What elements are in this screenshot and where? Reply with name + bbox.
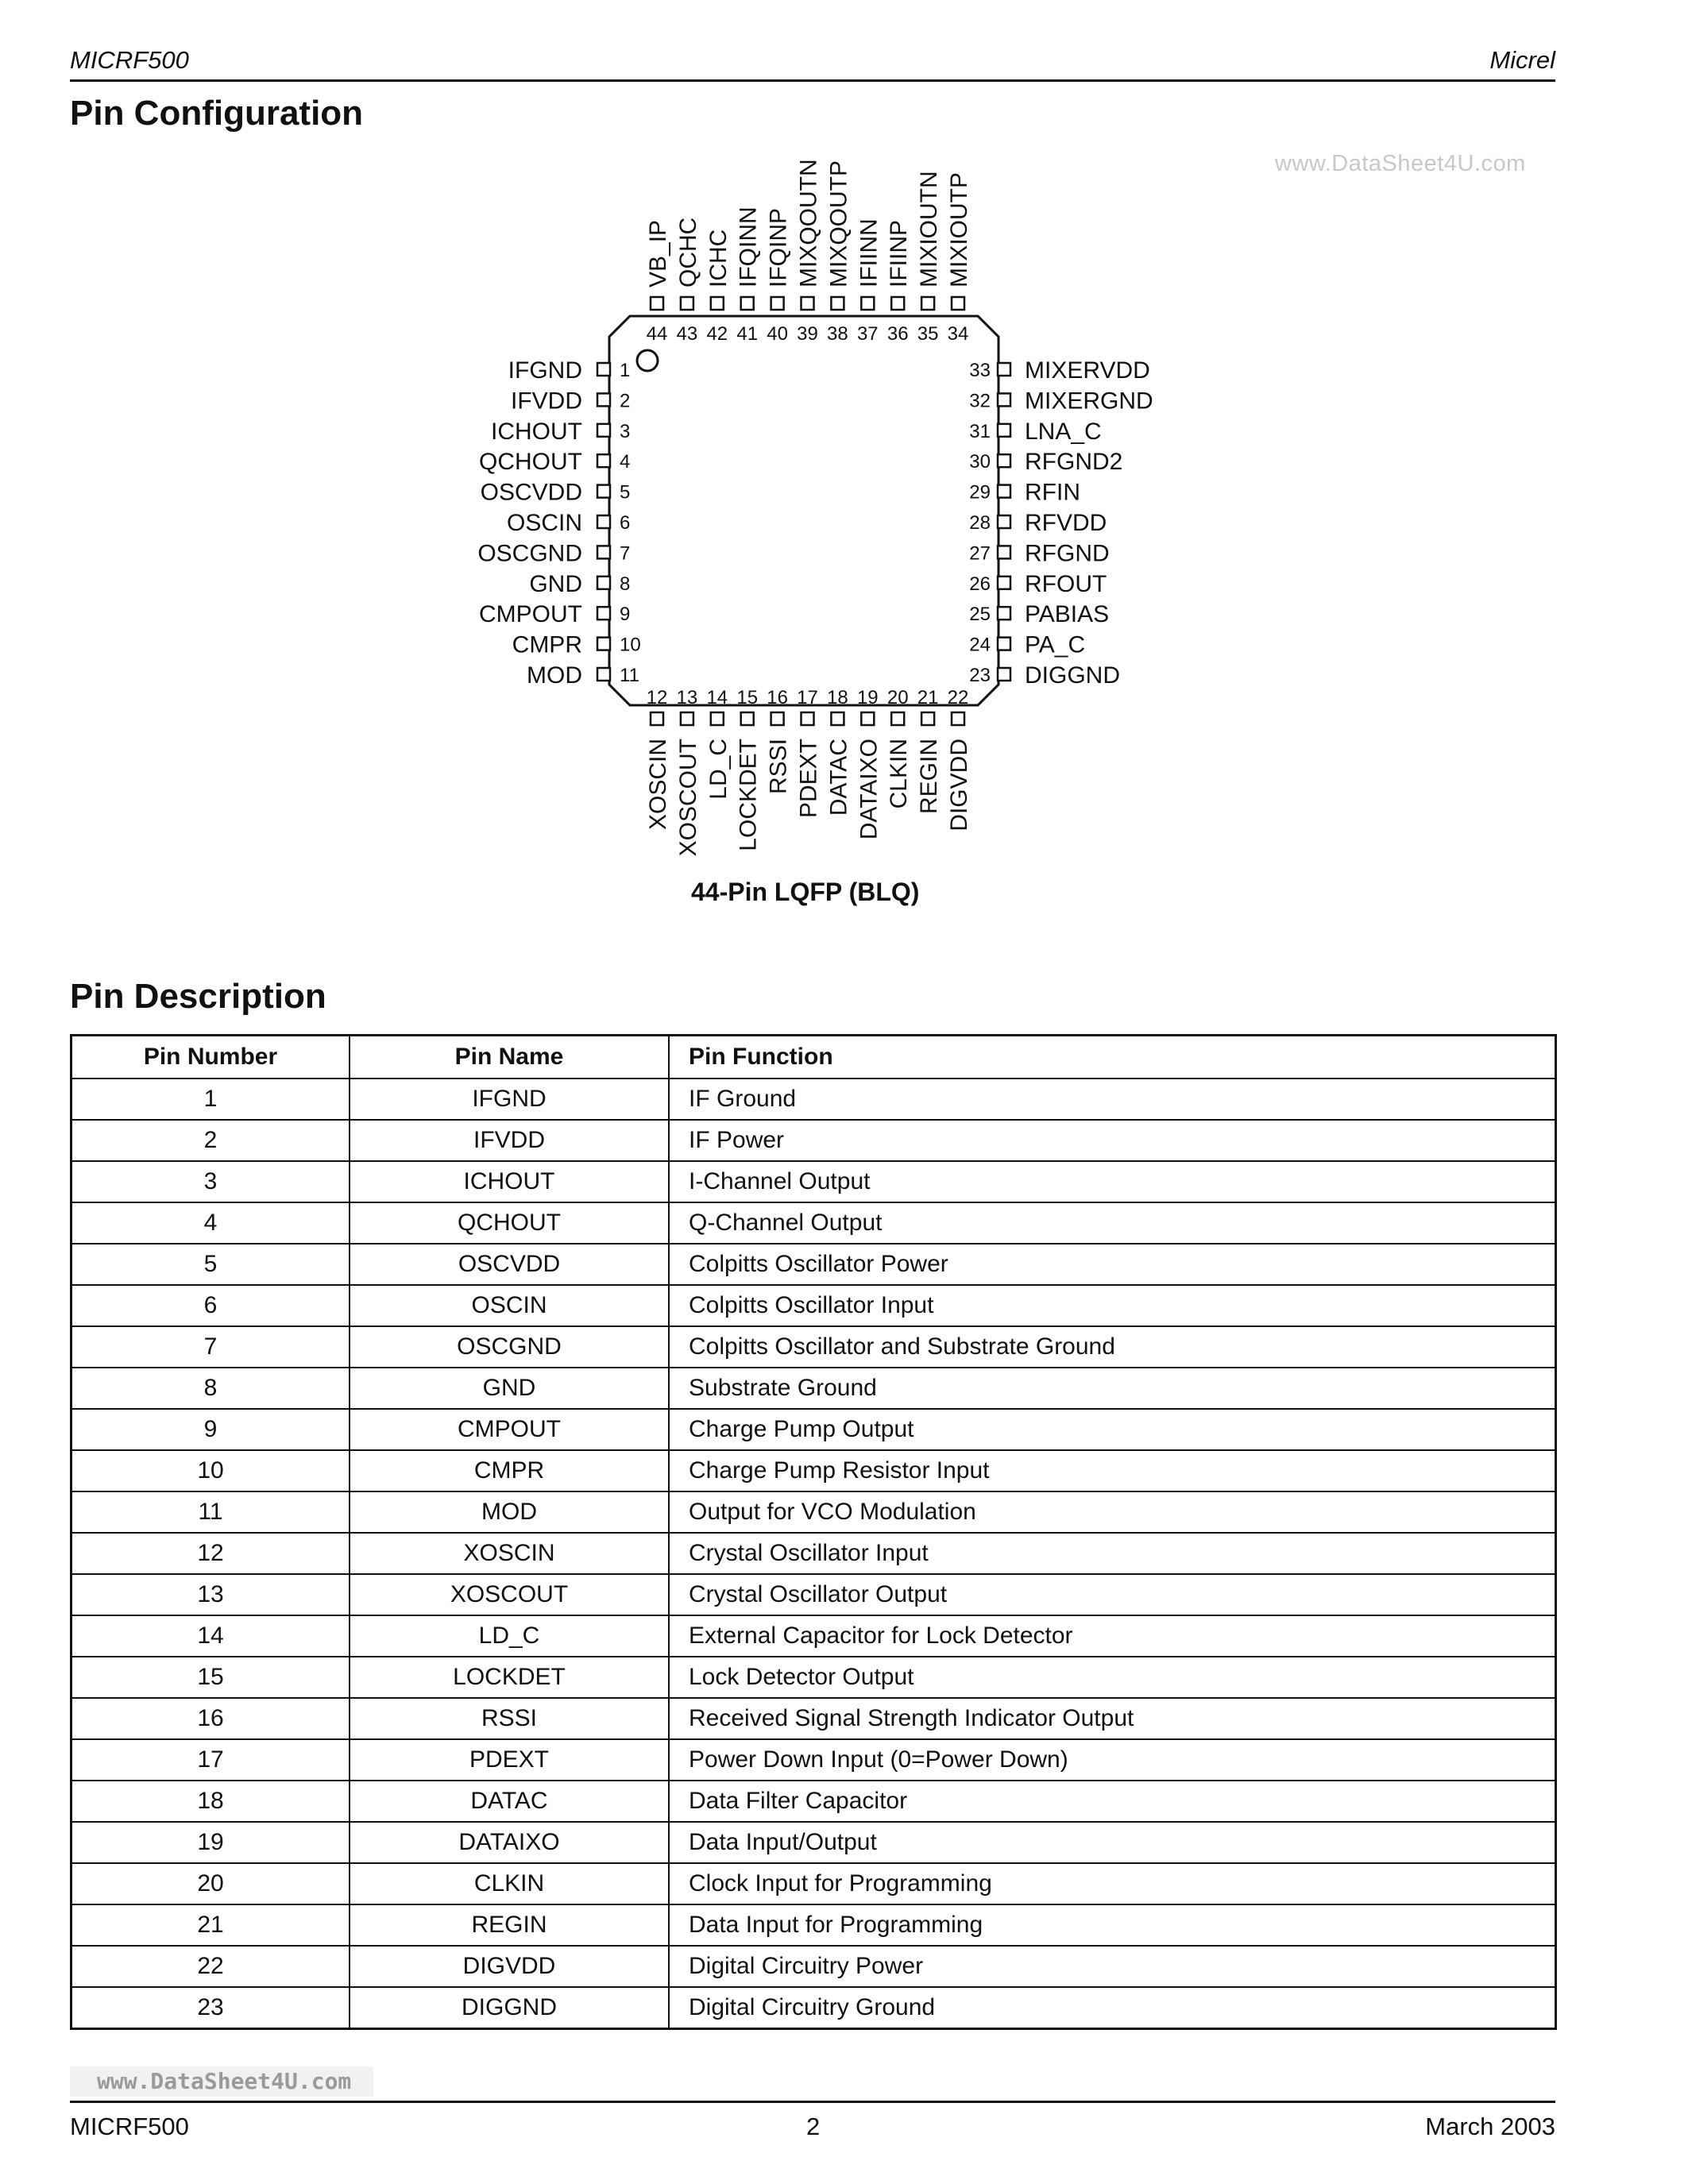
pin-function-cell: Clock Input for Programming [669, 1863, 1556, 1904]
pin-number: 38 [827, 323, 848, 345]
table-row [71, 1781, 1556, 1822]
table-row [71, 1739, 1556, 1781]
pin-number: 7 [620, 542, 631, 565]
pin-name-cell: XOSCOUT [350, 1574, 669, 1615]
pin-number-cell: 19 [71, 1822, 350, 1863]
pin-name-cell: OSCVDD [350, 1244, 669, 1285]
pin-label: IFIINN [856, 218, 883, 287]
pin-name-cell: OSCIN [350, 1285, 669, 1326]
pin-number: 40 [767, 323, 788, 345]
pin-name-cell: XOSCIN [350, 1533, 669, 1574]
footer-date: March 2003 [1425, 2113, 1555, 2140]
watermark-top: www.DataSheet4U.com [1275, 151, 1526, 176]
pin-function-cell: Charge Pump Resistor Input [669, 1450, 1556, 1491]
pin-number: 18 [827, 687, 848, 708]
pin-number-cell: 8 [71, 1368, 350, 1409]
pin-pad [861, 297, 874, 310]
pin-label: CMPOUT [479, 601, 582, 628]
pin-number: 14 [706, 687, 728, 708]
pin-function-cell: Crystal Oscillator Output [669, 1574, 1556, 1615]
pin-function-cell: External Capacitor for Lock Detector [669, 1615, 1556, 1657]
pin-number: 35 [917, 323, 939, 345]
table-row [71, 1202, 1556, 1244]
pin-function-cell: IF Power [669, 1120, 1556, 1161]
pin-name-cell: PDEXT [350, 1739, 669, 1781]
header-company: Micrel [1489, 46, 1555, 74]
pin-label: XOSCOUT [674, 739, 701, 857]
pin-number: 13 [676, 687, 698, 708]
pin-number-cell: 9 [71, 1409, 350, 1450]
pin-pad [802, 712, 814, 725]
pin-name-cell: ICHOUT [350, 1161, 669, 1202]
pin-function-cell: Digital Circuitry Ground [669, 1987, 1556, 2029]
pin-name-cell: QCHOUT [350, 1202, 669, 1244]
pin-label: MIXIOUTN [916, 171, 943, 287]
pin-pad [597, 393, 610, 406]
pin-label: MIXQOUTN [795, 159, 822, 287]
table-row [71, 1533, 1556, 1574]
pin-number-cell: 22 [71, 1946, 350, 1987]
table-row [71, 1450, 1556, 1491]
pin-number: 37 [856, 323, 879, 345]
pin-pad [597, 424, 610, 437]
pin-name-cell: RSSI [350, 1698, 669, 1739]
pin-label: PA_C [1025, 631, 1086, 658]
pin-number: 5 [620, 481, 631, 504]
pin-number-cell: 23 [71, 1987, 350, 2029]
pin-label: LD_C [705, 739, 732, 800]
pin-number-cell: 16 [71, 1698, 350, 1739]
pin-pad [831, 712, 844, 725]
header-pin-name: Pin Name [350, 1036, 669, 1079]
table-row [71, 1657, 1556, 1698]
pin-function-cell: Data Filter Capacitor [669, 1781, 1556, 1822]
pin-name-cell: LD_C [350, 1615, 669, 1657]
table-row [71, 1368, 1556, 1409]
pin-pad [741, 712, 754, 725]
pin-name-cell: DATAC [350, 1781, 669, 1822]
pin-number: 31 [969, 420, 991, 442]
header-part-number: MICRF500 [70, 46, 189, 74]
pin-function-cell: Lock Detector Output [669, 1657, 1556, 1698]
pin-number: 29 [969, 481, 991, 504]
pin-number-cell: 15 [71, 1657, 350, 1698]
pin-number: 1 [620, 360, 631, 381]
table-header-row [71, 1036, 1556, 1079]
pin-number: 32 [969, 390, 991, 412]
pin-pad [802, 297, 814, 310]
pin-number-cell: 14 [71, 1615, 350, 1657]
pin-number: 23 [969, 665, 991, 686]
pin-label: OSCVDD [480, 479, 582, 506]
pin-label: RFGND [1025, 540, 1110, 567]
pin-label: CMPR [512, 631, 582, 658]
pin-number: 44 [646, 323, 668, 345]
pin-function-cell: Digital Circuitry Power [669, 1946, 1556, 1987]
pin-label: IFQINN [735, 206, 762, 287]
pin-function-cell: Charge Pump Output [669, 1409, 1556, 1450]
pin-name-cell: IFGND [350, 1078, 669, 1120]
pin-label: RFVDD [1025, 510, 1107, 536]
pin-number-cell: 3 [71, 1161, 350, 1202]
pin-function-cell: Colpitts Oscillator Input [669, 1285, 1556, 1326]
pin-number-cell: 11 [71, 1491, 350, 1533]
pin-number: 10 [620, 634, 641, 656]
table-row [71, 1904, 1556, 1946]
pin-name-cell: DIGVDD [350, 1946, 669, 1987]
pin-label: GND [529, 570, 582, 597]
pin-number: 20 [886, 687, 909, 708]
pin-label: LOCKDET [735, 739, 762, 851]
table-row [71, 1244, 1556, 1285]
pin-label: DATAC [825, 739, 852, 816]
pin-number: 3 [620, 420, 631, 442]
pin-description-table [70, 1034, 1557, 2030]
header-pin-number: Pin Number [71, 1036, 350, 1079]
pin-function-cell: Data Input for Programming [669, 1904, 1556, 1946]
pin-label: MIXQOUTP [825, 160, 852, 287]
pin-number: 9 [620, 604, 631, 626]
pin-label: RFOUT [1025, 570, 1107, 597]
pin-number: 12 [646, 687, 668, 708]
pin-label: OSCIN [506, 510, 582, 536]
pin-label: IFVDD [511, 388, 582, 415]
table-row [71, 1946, 1556, 1987]
pin-number: 17 [797, 687, 818, 708]
pin-label: DIGGND [1025, 662, 1120, 689]
pin-number: 41 [736, 323, 759, 345]
pin-number: 16 [767, 687, 788, 708]
pin-number: 30 [969, 451, 991, 473]
table-row [71, 1285, 1556, 1326]
pin-number-cell: 21 [71, 1904, 350, 1946]
pin-pad [998, 638, 1010, 650]
pin-label: VB_IP [645, 219, 671, 287]
pin-pad [651, 297, 663, 310]
pin-pad [952, 297, 964, 310]
pin-label: MIXERGND [1025, 388, 1153, 415]
pin-number: 4 [620, 451, 631, 473]
pin-pad [681, 297, 693, 310]
pin-number: 24 [969, 634, 991, 656]
pin-name-cell: IFVDD [350, 1120, 669, 1161]
pin-configuration-title: Pin Configuration [70, 94, 364, 133]
pin-pad [998, 577, 1010, 589]
table-row [71, 1120, 1556, 1161]
pin-number-cell: 18 [71, 1781, 350, 1822]
pin-pad [597, 485, 610, 498]
table-row [71, 1987, 1556, 2029]
pin-function-cell: Output for VCO Modulation [669, 1491, 1556, 1533]
pin-name-cell: MOD [350, 1491, 669, 1533]
pin-diagram [0, 0, 1688, 921]
package-caption: 44-Pin LQFP (BLQ) [691, 878, 920, 906]
pin-number: 15 [736, 687, 759, 708]
pin-number: 21 [917, 687, 939, 708]
pin-pad [597, 607, 610, 619]
pin-pad [597, 668, 610, 681]
pin-pad [998, 668, 1010, 681]
pin-function-cell: Received Signal Strength Indicator Output [669, 1698, 1556, 1739]
pin-function-cell: Q-Channel Output [669, 1202, 1556, 1244]
pin-name-cell: OSCGND [350, 1326, 669, 1368]
pin-label: XOSCIN [645, 739, 671, 831]
pin-function-cell: I-Channel Output [669, 1161, 1556, 1202]
pin-number-cell: 5 [71, 1244, 350, 1285]
pin-label: REGIN [916, 739, 943, 815]
table-row [71, 1574, 1556, 1615]
pin-name-cell: DATAIXO [350, 1822, 669, 1863]
pin-pad [711, 297, 724, 310]
pin-number-cell: 20 [71, 1863, 350, 1904]
pin-pad [831, 297, 844, 310]
pin-pad [891, 297, 904, 310]
pin-name-cell: CMPR [350, 1450, 669, 1491]
pin-number-cell: 12 [71, 1533, 350, 1574]
pin-number-cell: 2 [71, 1120, 350, 1161]
pin-function-cell: Substrate Ground [669, 1368, 1556, 1409]
pin-name-cell: REGIN [350, 1904, 669, 1946]
pin-number: 8 [620, 573, 631, 595]
table-row [71, 1698, 1556, 1739]
pin-pad [998, 485, 1010, 498]
table-row [71, 1326, 1556, 1368]
pin-pad [921, 712, 934, 725]
pin-number-cell: 7 [71, 1326, 350, 1368]
pin-function-cell: IF Ground [669, 1078, 1556, 1120]
watermark-bottom [70, 2066, 373, 2097]
footer-rule [70, 2101, 1555, 2103]
table-row [71, 1863, 1556, 1904]
pin-pad [771, 297, 784, 310]
pin-pad [998, 424, 1010, 437]
pin-label: CLKIN [886, 739, 913, 809]
table-row [71, 1161, 1556, 1202]
pin-function-cell: Crystal Oscillator Input [669, 1533, 1556, 1574]
pin-label: IFIINP [886, 219, 913, 287]
table-row [71, 1409, 1556, 1450]
pin-number: 39 [797, 323, 818, 345]
pin-pad [741, 297, 754, 310]
pin-number: 26 [969, 573, 991, 595]
pin-label: PABIAS [1025, 601, 1110, 628]
footer-page-number: 2 [806, 2113, 821, 2140]
pin-number-cell: 17 [71, 1739, 350, 1781]
pin-pad [597, 577, 610, 589]
pin-number: 36 [886, 323, 909, 345]
pin1-indicator [637, 350, 658, 371]
pin-label: LNA_C [1025, 418, 1102, 445]
pin-pad [998, 393, 1010, 406]
pin-number-cell: 10 [71, 1450, 350, 1491]
pin-number: 28 [969, 512, 991, 534]
pin-number: 42 [706, 323, 728, 345]
pin-pad [891, 712, 904, 725]
pin-pad [597, 363, 610, 376]
pin-label: RSSI [765, 739, 792, 795]
pin-pad [771, 712, 784, 725]
footer-part-number: MICRF500 [70, 2113, 189, 2140]
table-row [71, 1822, 1556, 1863]
pin-label: DATAIXO [856, 739, 883, 840]
pin-number: 22 [947, 687, 969, 708]
pin-function-cell: Power Down Input (0=Power Down) [669, 1739, 1556, 1781]
pin-number-cell: 4 [71, 1202, 350, 1244]
pin-pad [998, 454, 1010, 467]
pin-number-cell: 6 [71, 1285, 350, 1326]
watermark-bottom-text: www.DataSheet4U.com [97, 2068, 352, 2094]
pin-label: MIXERVDD [1025, 357, 1150, 384]
pin-function-cell: Colpitts Oscillator and Substrate Ground [669, 1326, 1556, 1368]
pin-name-cell: GND [350, 1368, 669, 1409]
table-row [71, 1078, 1556, 1120]
pin-number: 19 [856, 687, 879, 708]
pin-pad [651, 712, 663, 725]
table-row [71, 1491, 1556, 1533]
pin-pad [597, 546, 610, 558]
pin-pad [921, 297, 934, 310]
pin-number: 11 [620, 665, 639, 686]
pin-name-cell: CLKIN [350, 1863, 669, 1904]
pin-pad [998, 363, 1010, 376]
pin-pad [597, 638, 610, 650]
pin-pad [597, 515, 610, 528]
pin-label: OSCGND [477, 540, 582, 567]
pin-description-title: Pin Description [70, 977, 326, 1016]
pin-number-cell: 1 [71, 1078, 350, 1120]
pin-label: ICHC [705, 229, 732, 287]
pin-number: 27 [969, 542, 991, 565]
pin-pad [597, 454, 610, 467]
pin-pad [998, 515, 1010, 528]
pin-pad [998, 607, 1010, 619]
pin-function-cell: Colpitts Oscillator Power [669, 1244, 1556, 1285]
pin-number: 34 [947, 323, 969, 345]
pin-pad [861, 712, 874, 725]
pin-label: RFGND2 [1025, 449, 1123, 476]
pin-pad [998, 546, 1010, 558]
table-row [71, 1615, 1556, 1657]
pin-name-cell: DIGGND [350, 1987, 669, 2029]
pin-label: ICHOUT [491, 418, 582, 445]
pin-pad [952, 712, 964, 725]
pin-number: 6 [620, 512, 631, 534]
pin-pad [711, 712, 724, 725]
chip-body [609, 316, 999, 705]
pin-label: RFIN [1025, 479, 1080, 506]
pin-label: IFQINP [765, 207, 792, 287]
header-pin-function: Pin Function [669, 1036, 1556, 1079]
pin-label: DIGVDD [946, 739, 972, 832]
pin-number: 25 [969, 604, 991, 626]
pin-number: 43 [676, 323, 698, 345]
pin-number: 2 [620, 390, 631, 412]
pin-label: QCHOUT [479, 449, 582, 476]
pin-label: MIXIOUTP [946, 172, 972, 287]
pin-label: QCHC [674, 217, 701, 287]
pin-label: PDEXT [795, 739, 822, 819]
pin-function-cell: Data Input/Output [669, 1822, 1556, 1863]
pin-label: IFGND [508, 357, 582, 384]
pin-name-cell: LOCKDET [350, 1657, 669, 1698]
pin-pad [681, 712, 693, 725]
pin-name-cell: CMPOUT [350, 1409, 669, 1450]
pin-number: 33 [969, 360, 991, 381]
pin-number-cell: 13 [71, 1574, 350, 1615]
pin-label: MOD [527, 662, 582, 689]
